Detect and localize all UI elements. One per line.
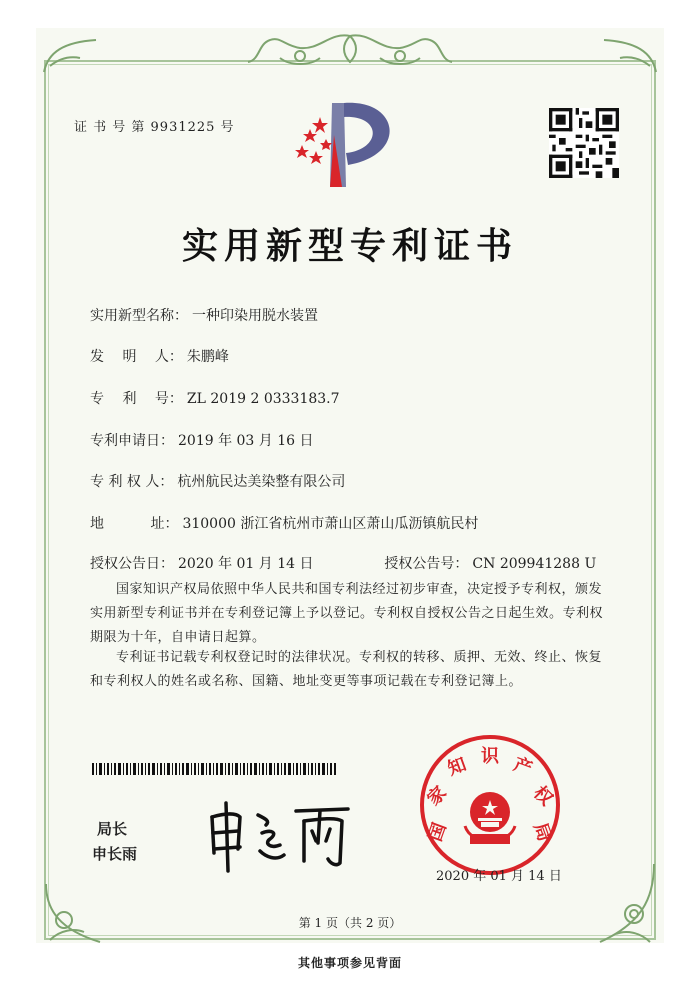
corner-ornament-icon <box>40 36 100 76</box>
field-patentee <box>90 471 345 491</box>
field-value: 一种印染用脱水装置 <box>192 308 318 324</box>
signatory-title: 局长 <box>97 820 128 838</box>
svg-text:权: 权 <box>529 782 557 810</box>
field-label: 地 址： <box>90 516 179 532</box>
field-value: 杭州航民达美染整有限公司 <box>177 474 346 490</box>
field-label: 授权公告日： <box>90 556 174 572</box>
corner-ornament-icon <box>590 860 660 950</box>
qr-code-icon <box>549 108 619 178</box>
seal-date: 2020 年 01 月 14 日 <box>436 869 562 884</box>
certificate-number: 证 书 号 第 9931225 号 <box>74 120 235 135</box>
field-utility-model-name <box>90 305 318 325</box>
svg-text:识: 识 <box>481 746 499 767</box>
field-label: 实用新型名称： <box>90 308 188 324</box>
page-number: 第 1 页（共 2 页） <box>298 916 402 930</box>
field-announcement <box>90 553 596 573</box>
field-address <box>90 513 478 533</box>
field-patent-number <box>90 388 340 408</box>
field-value: 310000 浙江省杭州市萧山区萧山瓜沥镇航民村 <box>182 516 479 532</box>
svg-text:知: 知 <box>445 753 470 780</box>
official-seal <box>415 730 565 880</box>
legal-paragraph-1: 国家知识产权局依照中华人民共和国专利法经过初步审查，决定授予专利权，颁发实用新型专利证书并在专利登记簿上予以登记。专利权自授权公告之日起生效。专利权期限为十年，自申请日起算。 <box>90 582 604 645</box>
field-application-date <box>90 430 314 450</box>
field-value: 2019 年 03 月 16 日 <box>178 433 314 449</box>
svg-text:产: 产 <box>510 753 535 780</box>
field-inventor <box>90 346 229 366</box>
certificate-title: 实用新型专利证书 <box>181 225 518 267</box>
field-label: 发 明 人： <box>90 349 183 365</box>
legal-paragraph-2: 专利证书记载专利权登记时的法律状况。专利权的转移、质押、无效、终止、恢复和专利权人的姓名或名称、国籍、地址变更等事项记载在专利登记簿上。 <box>90 650 603 689</box>
field-label: 专 利 权 人： <box>90 474 174 490</box>
svg-text:局: 局 <box>529 820 556 845</box>
footer-note: 其他事项参见背面 <box>297 956 402 970</box>
field-label: 专 利 号： <box>90 391 183 407</box>
field-value: CN 209941288 U <box>472 556 597 572</box>
barcode-icon <box>92 763 336 775</box>
field-value: 朱鹏峰 <box>186 349 229 365</box>
handwritten-signature <box>200 795 360 875</box>
top-ornament-icon <box>230 30 470 72</box>
patent-office-emblem-icon <box>290 95 410 195</box>
field-value: ZL 2019 2 0333183.7 <box>186 391 340 407</box>
field-label: 专利申请日： <box>90 433 174 449</box>
corner-ornament-icon <box>600 36 660 76</box>
field-label: 授权公告号： <box>384 556 469 572</box>
svg-text:家: 家 <box>423 782 451 810</box>
svg-text:国: 国 <box>424 820 451 845</box>
field-value: 2020 年 01 月 14 日 <box>178 556 314 572</box>
signatory-name: 申长雨 <box>92 845 138 863</box>
